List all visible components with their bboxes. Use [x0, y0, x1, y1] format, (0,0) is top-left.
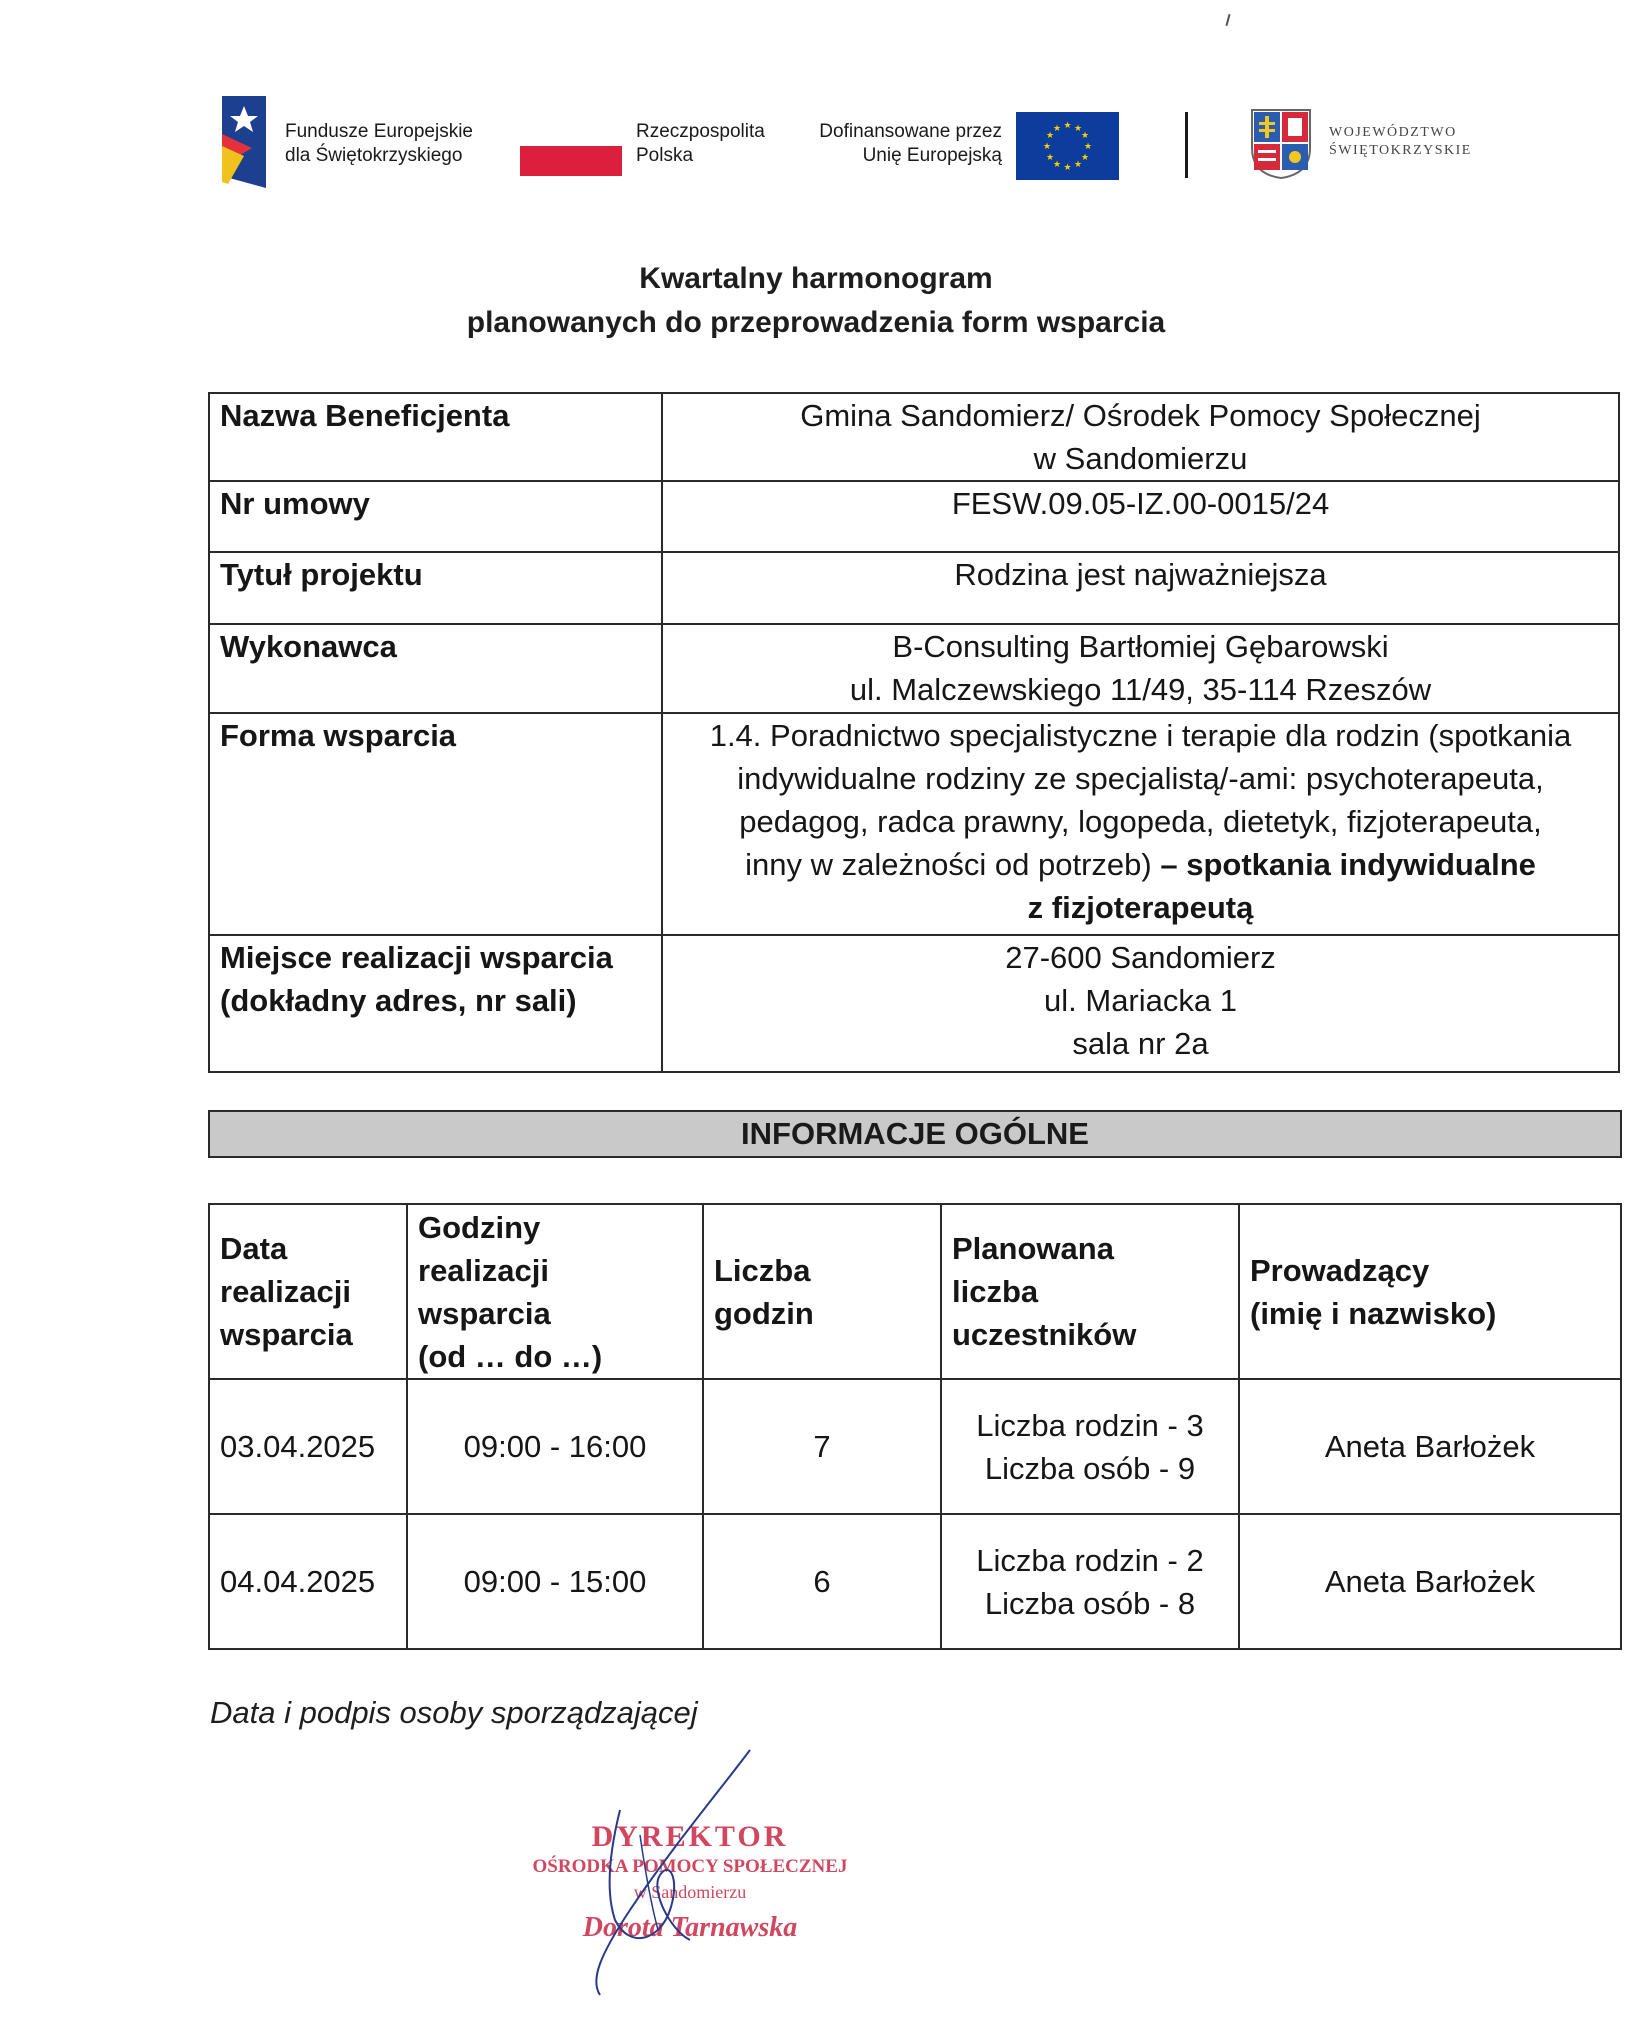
table-row [209, 713, 1619, 935]
document-subtitle: planowanych do przeprowadzenia form wsparcia [466, 306, 1166, 339]
stamp-line-2: OŚRODKA POMOCY SPOŁECZNEJ [532, 1856, 848, 1877]
participants-line: Liczba osób - 8 [984, 1585, 1196, 1621]
document-title: Kwartalny harmonogram [639, 262, 993, 295]
header-planowana-liczba [941, 1204, 1239, 1379]
header-line: Liczba [714, 1252, 811, 1288]
miejsce-label [209, 935, 662, 1072]
header-line: (od … do …) [418, 1338, 603, 1374]
cell-count: 6 [703, 1514, 941, 1649]
schedule-table [208, 1203, 1622, 1650]
swietokrzyskie-crest-icon [1250, 108, 1312, 180]
swietokrzyskie-text [1329, 124, 1472, 160]
rp-line-2: Polska [636, 145, 694, 166]
cell-date: 04.04.2025 [209, 1514, 407, 1649]
svg-text:★: ★ [1052, 160, 1062, 170]
table-row [209, 481, 1619, 552]
schedule-header-row [209, 1204, 1621, 1379]
rzeczpospolita-text [636, 120, 765, 168]
wykonawca-value-line: ul. Malczewskiego 11/49, 35-114 Rzeszów [849, 672, 1432, 707]
header-liczba-godzin [703, 1204, 941, 1379]
header-line: uczestników [952, 1317, 1137, 1352]
miejsce-label-line: (dokładny adres, nr sali) [220, 983, 577, 1018]
stamp-line-1: DYREKTOR [591, 1820, 789, 1853]
header-line: Godziny [418, 1209, 541, 1245]
svg-text:★: ★ [1052, 124, 1062, 134]
svg-text:★: ★ [1045, 153, 1055, 163]
forma-value [662, 713, 1619, 935]
miejsce-label-line: Miejsce realizacji wsparcia [220, 940, 613, 975]
project-info-table [208, 392, 1620, 1073]
wykonawca-value [662, 624, 1619, 713]
cell-hours: 09:00 - 15:00 [407, 1514, 703, 1649]
forma-value-line: z fizjoterapeutą [1027, 890, 1254, 925]
forma-value-line: indywidualne rodziny ze specjalistą/-ami: psychoterapeuta, [737, 761, 1544, 796]
eu-flag [1016, 112, 1119, 180]
table-row [209, 552, 1619, 624]
miejsce-value-line: 27-600 Sandomierz [1005, 940, 1276, 975]
beneficjent-value-line: w Sandomierzu [1033, 441, 1248, 476]
rzeczpospolita-flag [520, 146, 622, 176]
stamp-line-3: w Sandomierzu [633, 1882, 747, 1902]
table-row [209, 935, 1619, 1072]
svg-text:★: ★ [1080, 153, 1090, 163]
svg-text:★: ★ [1073, 160, 1083, 170]
forma-value-line [673, 843, 1608, 886]
participants-line: Liczba rodzin - 3 [976, 1407, 1204, 1443]
cell-leader: Aneta Barłożek [1239, 1379, 1621, 1514]
miejsce-value-line: ul. Mariacka 1 [1044, 983, 1237, 1018]
svg-text:★: ★ [1073, 124, 1083, 134]
header-line: liczba [952, 1274, 1039, 1309]
ws-line-1: WOJEWÓDZTWO [1329, 125, 1457, 140]
table-row [209, 1379, 1621, 1514]
forma-value-line: 1.4. Poradnictwo specjalistyczne i terapie dla rodzin (spotkania [709, 718, 1572, 753]
handwritten-signature [520, 1740, 780, 2010]
header-prowadzacy [1239, 1204, 1621, 1379]
header-line: realizacji [418, 1252, 549, 1288]
svg-text:★: ★ [1063, 121, 1072, 131]
svg-text:★: ★ [1083, 142, 1093, 152]
header-line: (imię i nazwisko) [1250, 1295, 1497, 1331]
header-line: Data [220, 1231, 288, 1266]
rp-line-1: Rzeczpospolita [636, 121, 765, 142]
cell-participants [941, 1379, 1239, 1514]
ue-line-2: Unię Europejską [862, 145, 1002, 166]
cell-count: 7 [703, 1379, 941, 1514]
participants-line: Liczba osób - 9 [984, 1450, 1196, 1486]
umowa-value: FESW.09.05-IZ.00-0015/24 [662, 481, 1619, 552]
header-line: Planowana [952, 1231, 1114, 1266]
fe-line-1: Fundusze Europejskie [285, 121, 473, 142]
header-line: godzin [714, 1295, 814, 1331]
logo-bar [0, 0, 1632, 200]
fundusze-europejskie-text [285, 120, 473, 168]
cell-hours: 09:00 - 16:00 [407, 1379, 703, 1514]
beneficjent-value [662, 393, 1619, 481]
ue-line-1: Dofinansowane przez [819, 121, 1002, 142]
header-line: realizacji [220, 1274, 351, 1309]
stamp-line-4: Dorota Tarnawska [582, 1912, 798, 1943]
wykonawca-label: Wykonawca [209, 624, 662, 713]
forma-bold-text: – spotkania indywidualne [1151, 847, 1536, 882]
unia-europejska-text [790, 120, 1002, 168]
umowa-label: Nr umowy [209, 481, 662, 552]
tytul-value: Rodzina jest najważniejsza [662, 552, 1619, 624]
header-godziny [407, 1204, 703, 1379]
miejsce-value-line: sala nr 2a [1072, 1026, 1209, 1061]
beneficjent-value-line: Gmina Sandomierz/ Ośrodek Pomocy Społecznej [800, 398, 1481, 433]
svg-text:★: ★ [1063, 163, 1072, 173]
cell-participants [941, 1514, 1239, 1649]
cell-date: 03.04.2025 [209, 1379, 407, 1514]
section-header-informacje: INFORMACJE OGÓLNE [208, 1110, 1622, 1158]
beneficjent-label: Nazwa Beneficjenta [209, 393, 662, 481]
miejsce-value [662, 935, 1619, 1072]
tytul-label: Tytuł projektu [209, 552, 662, 624]
fe-line-2: dla Świętokrzyskiego [285, 145, 463, 166]
svg-text:★: ★ [1042, 142, 1052, 152]
header-line: wsparcia [418, 1295, 551, 1331]
fundusze-europejskie-logo [222, 96, 278, 188]
forma-plain-text: inny w zależności od potrzeb) [745, 847, 1152, 882]
svg-text:★: ★ [1045, 131, 1055, 141]
table-row [209, 393, 1619, 481]
logo-separator [1185, 112, 1188, 178]
table-row [209, 1514, 1621, 1649]
header-line: Prowadzący [1250, 1252, 1430, 1288]
forma-value-line: pedagog, radca prawny, logopeda, dietetyk, fizjoterapeuta, [739, 804, 1542, 839]
table-row [209, 624, 1619, 713]
eu-stars-icon [1016, 112, 1119, 180]
ws-line-2: ŚWIĘTOKRZYSKIE [1329, 143, 1472, 158]
participants-line: Liczba rodzin - 2 [976, 1542, 1204, 1578]
header-data [209, 1204, 407, 1379]
svg-text:★: ★ [1080, 131, 1090, 141]
signature-label: Data i podpis osoby sporządzającej [210, 1695, 698, 1730]
forma-label: Forma wsparcia [209, 713, 662, 935]
header-line: wsparcia [220, 1317, 353, 1352]
cell-leader: Aneta Barłożek [1239, 1514, 1621, 1649]
wykonawca-value-line: B-Consulting Bartłomiej Gębarowski [892, 629, 1389, 664]
